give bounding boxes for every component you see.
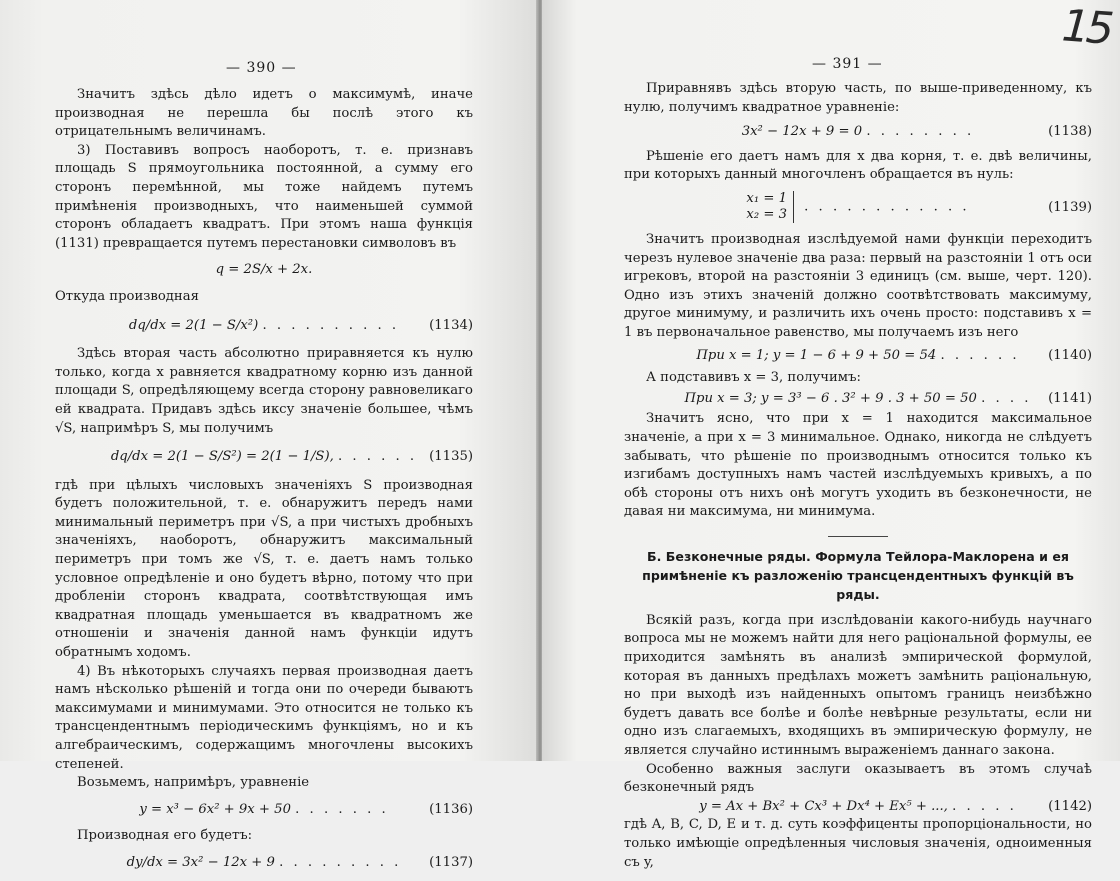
formula-1137: dy/dx = 3x² − 12x + 9 . . . . . . . . . (1137) [55, 854, 473, 873]
equation-number: (1134) [429, 317, 473, 333]
formula-1142: y = Ax + Bx² + Cx³ + Dx⁴ + Ex⁵ + ..., . . . . . (1142) [624, 798, 1092, 817]
paragraph: Рѣшеніе его даетъ намъ для x два корня, т. е. двѣ величины, при которыхъ данный многочленъ обращается въ нуль: [624, 148, 1092, 183]
equation-number: (1136) [429, 801, 473, 817]
right-page [542, 0, 1120, 870]
page-number-right: — 391 — [812, 56, 883, 72]
paragraph: Значитъ производная изслѣдуемой нами функціи переходитъ черезъ нулевое значеніе два раза: первый на разстояніи 1 отъ оси игрековъ, второй на разстояніи 3 единицъ (см. выше, черт. 120). Одно изъ этихъ значеній должно соотвѣтствовать максимуму, другое минимуму, и различить ихъ очень просто: подставивъ x = 1 въ первоначальное равенство, мы получаемъ изъ него [624, 231, 1092, 340]
paragraph: Производная его будетъ: [77, 828, 253, 844]
equation-number: (1135) [429, 449, 473, 465]
formula-1139: x₁ = 1 x₂ = 3 . . . . . . . . . . . . (1139) [746, 190, 1092, 222]
right-page-text [624, 80, 1092, 872]
equation-number: (1141) [1048, 390, 1092, 406]
paragraph: Значитъ ясно, что при x = 1 находится максимальное значеніе, а при x = 3 минимальное. Однако, никогда не слѣдуетъ забывать, что рѣшеніе по производнымъ относится только къ изгибамъ доступныхъ намъ частей изслѣдуемыхъ кривыхъ, а по обѣ стороны отъ нихъ онѣ могутъ уходить въ безконечности, не давая ни максимума, ни минимума. [624, 411, 1092, 520]
paragraph: Всякій разъ, когда при изслѣдованіи какого-нибудь научнаго вопроса мы не можемъ найти для него раціональной формулы, ее приходится замѣнять въ анализѣ эмпирической формулой, которая въ данныхъ предѣлахъ можетъ замѣнить раціональную, но при выходѣ изъ найденныхъ опытомъ границъ неизбѣжно будетъ давать все болѣе и болѣе невѣрные результаты, если ни одно изъ слагаемыхъ, входящихъ въ эмпирическую формулу, не является случайно истиннымъ выраженіемъ даннаго закона. [624, 612, 1092, 759]
left-page-text [55, 86, 473, 881]
page-number-left: — 390 — [226, 60, 297, 76]
paragraph: гдѣ A, B, C, D, E и т. д. суть коэффиценты пропорціональности, но только имѣющіе опредѣленныя числовыя значенія, одноименныя съ y, [624, 817, 1092, 870]
formula-1138: 3x² − 12x + 9 = 0 . . . . . . . . (1138) [624, 123, 1092, 142]
equation-number: (1142) [1048, 798, 1092, 814]
paragraph: 4) Въ нѣкоторыхъ случаяхъ первая производная даетъ намъ нѣсколько рѣшеній и тогда они по очереди бываютъ максимумами и минимумами. Это относится не только къ трансцендентнымъ періодическимъ функціямъ, но и къ алгебраическимъ, содержащимъ многочлены высокихъ степеней. [55, 663, 473, 772]
equation-number: (1138) [1048, 124, 1092, 140]
paragraph: Приравнявъ здѣсь вторую часть, по выше-приведенному, къ нулю, получимъ квадратное уравненіе: [624, 81, 1092, 115]
paragraph: 3) Поставивъ вопросъ наоборотъ, т. е. признавъ площадь S прямоугольника постоянной, а сумму его сторонъ перемѣнной, мы тоже найдемъ путемъ примѣненія производныхъ, что наименьшей суммой сторонъ обладаетъ квадратъ. При этомъ наша функція (1131) превращается путемъ перестановки символовъ въ [55, 142, 473, 251]
paragraph: А подставивъ x = 3, получимъ: [646, 370, 861, 386]
paragraph: Особенно важныя заслуги оказываетъ въ этомъ случаѣ безконечный рядъ [624, 761, 1092, 796]
formula-1136: y = x³ − 6x² + 9x + 50 . . . . . . . (1136) [55, 801, 473, 820]
formula-q: q = 2S/x + 2x. [215, 262, 313, 278]
equation-number: (1137) [429, 854, 473, 870]
formula-1134: dq/dx = 2(1 − S/x²) . . . . . . . . . . (1134) [55, 317, 473, 336]
formula-1140: При x = 1; y = 1 − 6 + 9 + 50 = 54 . . . . . . (1140) [624, 347, 1092, 366]
formula-1141: При x = 3; y = 3³ − 6 . 3² + 9 . 3 + 50 = 50 . . . . (1141) [624, 390, 1092, 409]
paragraph: Здѣсь вторая часть абсолютно приравняется къ нулю только, когда x равняется квадратному корню изъ данной площади S, опредѣляющему всегда сторону равновеликаго ей квадрата. Придавъ здѣсь иксу значеніе большее, чѣмъ √S, напримѣръ S, мы получимъ [55, 346, 473, 436]
paragraph: Возьмемъ, напримѣръ, уравненіе [77, 775, 310, 791]
paragraph: Откуда производная [55, 288, 199, 304]
formula-1135: dq/dx = 2(1 − S/S²) = 2(1 − 1/S), . . . . . . (1135) [55, 448, 473, 467]
paragraph: Значитъ здѣсь дѣло идетъ о максимумѣ, иначе производная не перешла бы послѣ этого къ отрицательнымъ величинамъ. [55, 87, 473, 140]
section-heading: Б. Безконечные ряды. Формула Тейлора-Маклорена и ея примѣненіе къ разложенію трансцендентныхъ функцій въ ряды. [642, 548, 1074, 602]
handwritten-sheet-number: 15 [1060, 0, 1112, 55]
paragraph: гдѣ при цѣлыхъ числовыхъ значеніяхъ S производная будетъ положительной, т. е. обнаружитъ передъ нами минимальный периметръ при √S, а при чистыхъ дробныхъ значеніяхъ, наоборотъ, обнаружитъ максимальный периметръ при томъ же √S, т. е. даетъ намъ только условное опредѣленіе и оно будетъ вѣрно, потому что при дробленіи сторонъ квадрата, соотвѣтствующая имъ квадратная площадь уменьшается въ квадратномъ же отношеніи и значенія данной намъ функціи идутъ обратнымъ ходомъ. [55, 477, 473, 661]
left-page [0, 0, 540, 870]
equation-number: (1140) [1048, 347, 1092, 363]
roots-system: x₁ = 1 x₂ = 3 [746, 191, 794, 223]
equation-number: (1139) [1048, 199, 1092, 215]
section-divider [828, 536, 888, 537]
